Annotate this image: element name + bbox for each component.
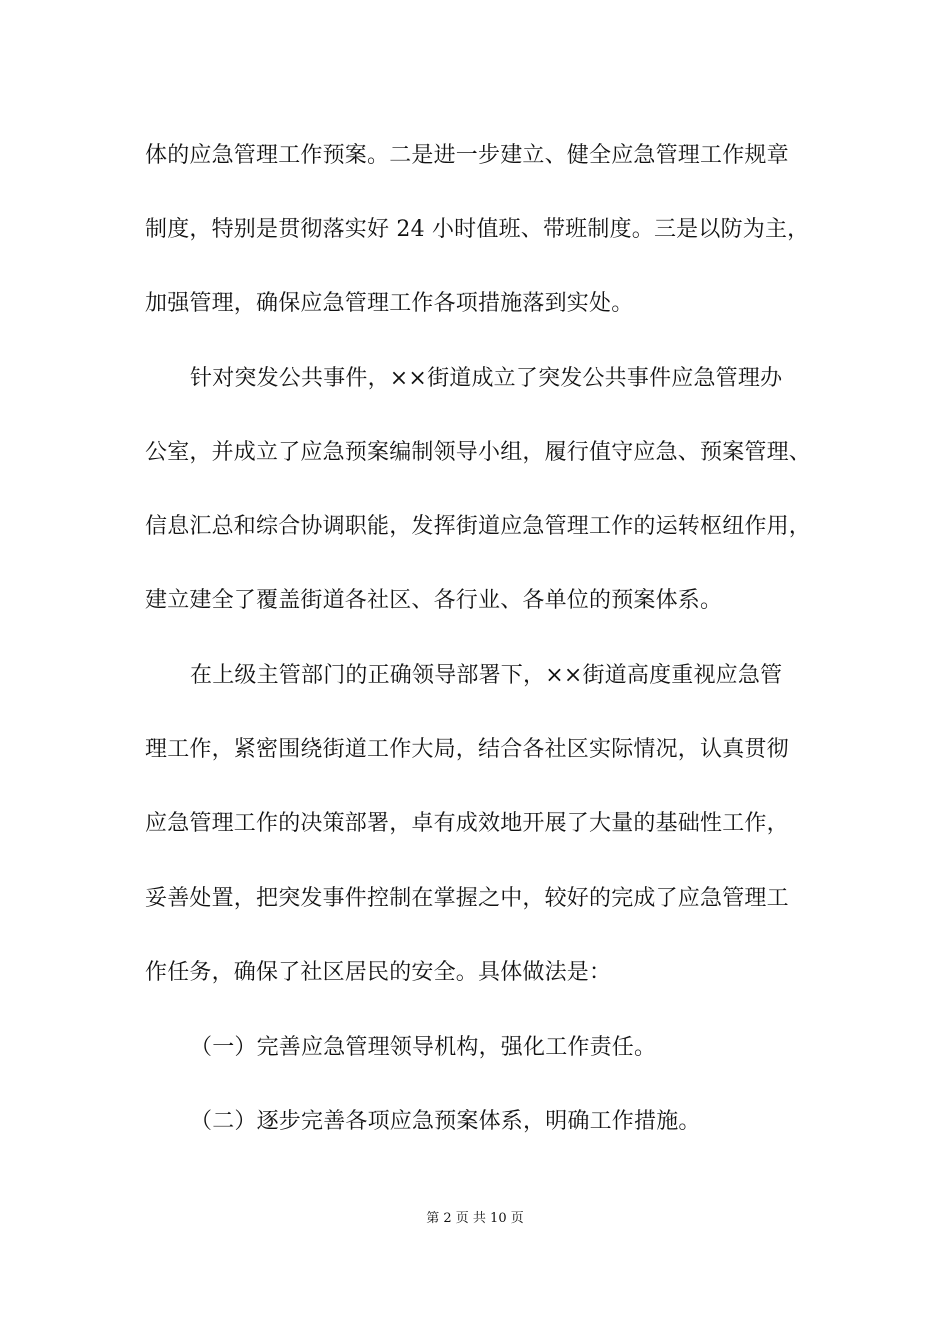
list-item: （一）完善应急管理领导机构，强化工作责任。 [190,1035,657,1060]
text-line: 建立建全了覆盖街道各社区、各行业、各单位的预案体系。 [145,588,723,613]
paragraph-start-line: 在上级主管部门的正确领导部署下，××街道高度重视应急管 [190,663,783,688]
text-line: 应急管理工作的决策部署，卓有成效地开展了大量的基础性工作， [145,811,789,836]
text-line: 公室，并成立了应急预案编制领导小组，履行值守应急、预案管理、 [145,440,812,465]
text-line: 制度，特别是贯彻落实好 24 小时值班、带班制度。三是以防为主， [145,217,810,242]
text-line: 加强管理，确保应急管理工作各项措施落到实处。 [145,291,634,316]
text-line: 理工作，紧密围绕街道工作大局，结合各社区实际情况，认真贯彻 [145,737,789,762]
text-line: 妥善处置，把突发事件控制在掌握之中，较好的完成了应急管理工 [145,886,789,911]
paragraph-start-line: 针对突发公共事件，××街道成立了突发公共事件应急管理办 [190,366,783,391]
list-item: （二）逐步完善各项应急预案体系，明确工作措施。 [190,1109,701,1134]
text-line: 作任务，确保了社区居民的安全。具体做法是： [145,960,612,985]
text-line: 信息汇总和综合协调职能，发挥街道应急管理工作的运转枢纽作用， [145,514,812,539]
text-line: 体的应急管理工作预案。二是进一步建立、健全应急管理工作规章 [145,143,789,168]
page-number-footer: 第 2 页 共 10 页 [426,1211,524,1226]
